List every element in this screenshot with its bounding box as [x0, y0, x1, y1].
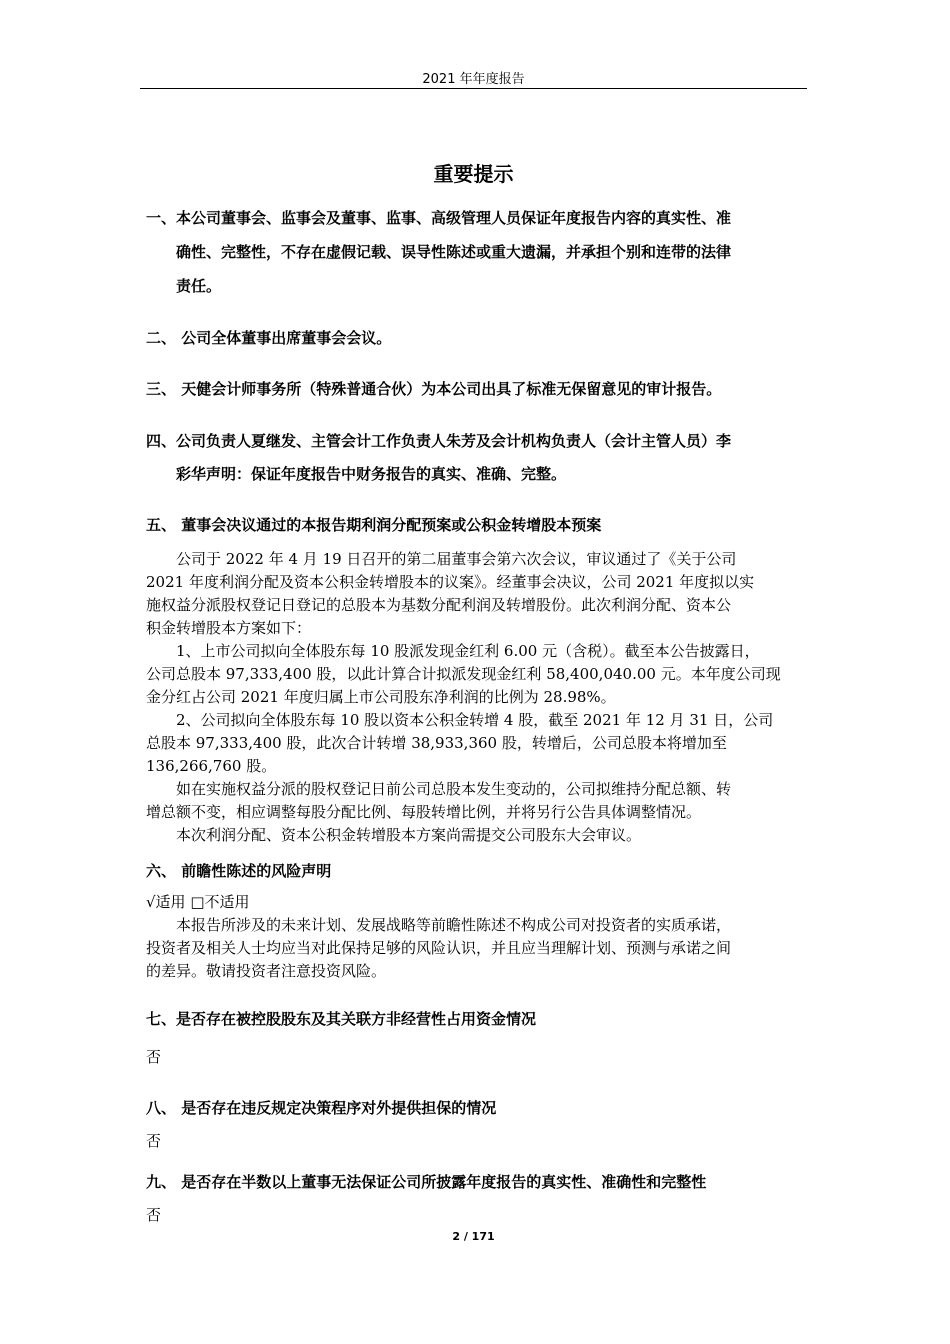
header-divider: [140, 88, 807, 89]
item-8-answer: 否: [146, 1132, 162, 1150]
item-5-p3-line-1: 2、公司拟向全体股东每 10 股以资本公积金转增 4 股，截至 2021 年 12 月 31 日，公司: [176, 711, 774, 729]
item-5-p5: 本次利润分配、资本公积金转增股本方案尚需提交公司股东大会审议。: [176, 826, 642, 844]
item-4-line-2: 彩华声明：保证年度报告中财务报告的真实、准确、完整。: [176, 465, 567, 483]
item-5-p4-line-1: 如在实施权益分派的股权登记日前公司总股本发生变动的，公司拟维持分配总额、转: [176, 780, 732, 798]
item-1-line-1: 一、本公司董事会、监事会及董事、监事、高级管理人员保证年度报告内容的真实性、准: [146, 209, 732, 227]
item-5-p3-line-2: 总股本 97,333,400 股，此次合计转增 38,933,360 股，转增后，公司总股本将增加至: [146, 734, 727, 752]
item-5-p1-line-4: 积金转增股本方案如下：: [146, 619, 312, 637]
item-1-line-2: 确性、完整性，不存在虚假记载、误导性陈述或重大遗漏，并承担个别和连带的法律: [176, 243, 732, 261]
item-4-line-1: 四、公司负责人夏继发、主管会计工作负责人朱芳及会计机构负责人（会计主管人员）李: [146, 432, 732, 450]
item-5-p2-line-3: 金分红占公司 2021 年度归属上市公司股东净利润的比例为 28.98%。: [146, 688, 616, 706]
item-2: 二、 公司全体董事出席董事会会议。: [146, 329, 392, 347]
item-5-p2-line-2: 公司总股本 97,333,400 股，以此计算合计拟派发现金红利 58,400,040.00 元。本年度公司现: [146, 665, 781, 683]
item-9-answer: 否: [146, 1206, 162, 1224]
item-5-p4-line-2: 增总额不变，相应调整每股分配比例、每股转增比例，并将另行公告具体调整情况。: [146, 803, 702, 821]
page-number: 2 / 171: [452, 1230, 495, 1243]
item-1-line-3: 责任。: [176, 277, 222, 295]
item-5-p3-line-3: 136,266,760 股。: [146, 757, 277, 775]
applicability-marker: √适用 □不适用: [146, 893, 250, 911]
item-5-p1-line-1: 公司于 2022 年 4 月 19 日召开的第二届董事会第六次会议，审议通过了《关于公司: [176, 550, 737, 568]
item-3: 三、 天健会计师事务所（特殊普通合伙）为本公司出具了标准无保留意见的审计报告。: [146, 380, 722, 398]
item-5-p1-line-2: 2021 年度利润分配及资本公积金转增股本的议案》。经董事会决议，公司 2021 年度拟以实: [146, 573, 755, 591]
item-5-p2-line-1: 1、上市公司拟向全体股东每 10 股派发现金红利 6.00 元（含税）。截至本公告披露日，: [176, 642, 760, 660]
item-5-heading: 五、 董事会决议通过的本报告期利润分配预案或公积金转增股本预案: [146, 516, 602, 534]
item-6-p1-line-3: 的差异。敬请投资者注意投资风险。: [146, 962, 387, 980]
item-8-heading: 八、 是否存在违反规定决策程序对外提供担保的情况: [146, 1099, 497, 1117]
item-6-heading: 六、 前瞻性陈述的风险声明: [146, 862, 332, 880]
item-9-heading: 九、 是否存在半数以上董事无法保证公司所披露年度报告的真实性、准确性和完整性: [146, 1173, 707, 1191]
item-7-answer: 否: [146, 1048, 162, 1066]
running-header: 2021 年年度报告: [422, 72, 525, 87]
item-6-p1-line-2: 投资者及相关人士均应当对此保持足够的风险认识，并且应当理解计划、预测与承诺之间: [146, 939, 732, 957]
item-5-p1-line-3: 施权益分派股权登记日登记的总股本为基数分配利润及转增股份。此次利润分配、资本公: [146, 596, 732, 614]
page-title: 重要提示: [433, 162, 514, 186]
item-6-p1-line-1: 本报告所涉及的未来计划、发展战略等前瞻性陈述不构成公司对投资者的实质承诺，: [176, 916, 732, 934]
item-7-heading: 七、是否存在被控股股东及其关联方非经营性占用资金情况: [146, 1010, 537, 1028]
